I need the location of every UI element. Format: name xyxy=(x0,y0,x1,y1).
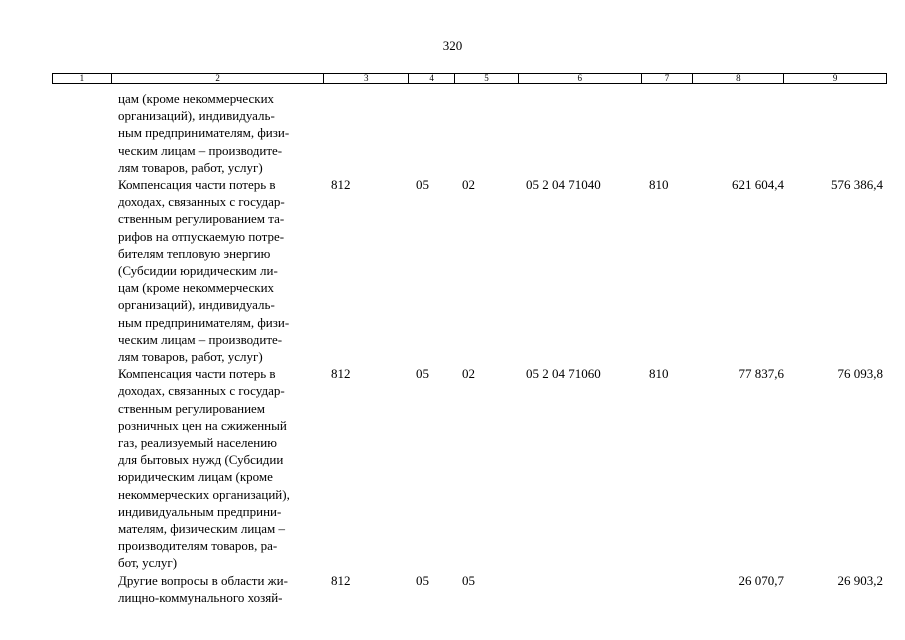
header-cell: 6 xyxy=(519,74,642,83)
cell-col4: 05 xyxy=(416,572,429,588)
table-header xyxy=(52,73,887,84)
cell-col7: 810 xyxy=(649,366,669,382)
header-cell: 5 xyxy=(455,74,519,83)
cell-col3: 812 xyxy=(331,366,351,382)
cell-col6: 05 2 04 71060 xyxy=(526,366,601,382)
cell-col8: 26 070,7 xyxy=(738,572,784,588)
cell-col4: 05 xyxy=(416,177,429,193)
header-cell: 1 xyxy=(53,74,112,83)
cell-col4: 05 xyxy=(416,366,429,382)
table-row xyxy=(0,365,905,571)
page-number: 320 xyxy=(442,38,463,53)
cell-col8: 77 837,6 xyxy=(738,366,784,382)
cell-col5: 02 xyxy=(462,366,475,382)
cell-col3: 812 xyxy=(331,572,351,588)
cell-col9: 576 386,4 xyxy=(831,177,883,193)
header-cell: 4 xyxy=(409,74,455,83)
header-cell: 3 xyxy=(324,74,409,83)
header-cell: 8 xyxy=(693,74,784,83)
cell-col5: 02 xyxy=(462,177,475,193)
row-description: Компенсация части потерь в доходах, связанных с государ- ственным регулированием розничных цен на сжиженный газ, реализуемый населению для бытовых нужд (Субсидии юридическим лицам (кроме некоммерческих организаций), индивидуальным предприни- мателям, физическим лицам – производителям товаров, ра- бот, услуг) xyxy=(118,366,290,571)
header-cell: 9 xyxy=(832,73,838,83)
row-description: Компенсация части потерь в доходах, связанных с государ- ственным регулированием та- рифов на отпускаемую потре- бителям тепловую энергию (Субсидии юридическим ли- цам (кроме некоммерческих организаций), индивидуаль- ным предпринимателям, физи- ческим лицам – производите- лям товаров, работ, услуг) xyxy=(118,177,290,365)
cell-col3: 812 xyxy=(331,177,351,193)
row-description: цам (кроме некоммерческих организаций), индивидуаль- ным предпринимателям, физи- ческим лицам – производите- лям товаров, работ, услуг) xyxy=(118,91,290,175)
header-cell: 2 xyxy=(112,74,324,83)
table-row xyxy=(0,90,905,176)
cell-col5: 05 xyxy=(462,572,475,588)
cell-col9: 26 903,2 xyxy=(837,572,883,588)
header-cell: 7 xyxy=(642,74,694,83)
table-body xyxy=(0,90,905,606)
cell-col9: 76 093,8 xyxy=(837,366,883,382)
cell-col6: 05 2 04 71040 xyxy=(526,177,601,193)
row-description: Другие вопросы в области жи- лищно-коммунального хозяй- xyxy=(118,572,288,605)
cell-col8: 621 604,4 xyxy=(732,177,784,193)
table-row xyxy=(0,176,905,365)
cell-col7: 810 xyxy=(649,177,669,193)
table-row xyxy=(0,572,905,606)
